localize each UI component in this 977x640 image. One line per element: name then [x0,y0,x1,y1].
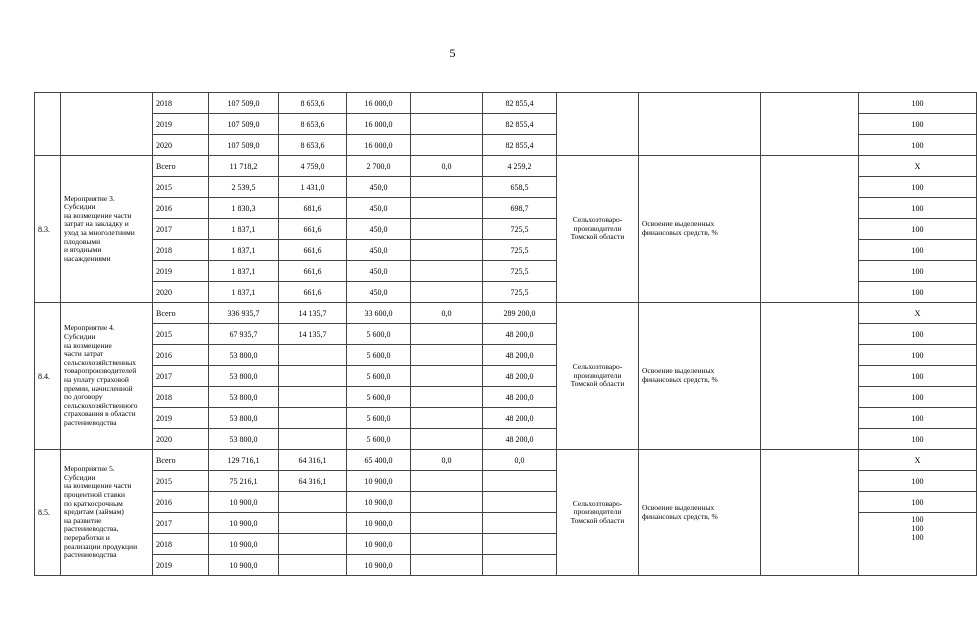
blank-cell [761,450,859,576]
federal-cell [279,387,347,408]
item-name-line: реализации продукции [64,541,138,551]
executor-cell [557,450,639,576]
item-name-line: насаждениями [64,253,111,263]
extra-budget-cell: 658,5 [483,177,557,198]
target-value-cell: X [859,156,977,177]
federal-cell: 661,6 [279,240,347,261]
local-cell [411,114,483,135]
extra-budget-cell: 0,0 [483,450,557,471]
federal-cell [279,366,347,387]
year-cell: 2017 [153,513,209,534]
total-cell: 107 509,0 [209,135,279,156]
item-name-line: на уплату страховой [64,375,129,384]
federal-cell: 661,6 [279,219,347,240]
regional-cell: 2 700,0 [347,156,411,177]
blank-cell [761,303,859,450]
extra-budget-cell: 48 200,0 [483,366,557,387]
blank-cell [761,156,859,303]
target-value-cell: 100 [859,177,977,198]
item-name-line: премии, начисленной [64,383,133,393]
item-name-line: сельскохозяйственных [64,357,136,367]
item-name-line: на возмещение [64,340,112,350]
target-value-cell: 100 [859,324,977,345]
federal-cell [279,492,347,513]
item-name-line: растениеводства [64,417,117,427]
target-value-cell: 100 100 100 [859,513,977,576]
year-cell: 2016 [153,198,209,219]
local-cell [411,135,483,156]
item-number-cell: 8.3. [35,156,61,303]
executor-cell [557,93,639,156]
total-cell: 53 800,0 [209,429,279,450]
item-name-line: по краткосрочным [64,498,123,508]
executor-line: Томской области [570,232,625,242]
extra-budget-cell: 725,5 [483,219,557,240]
target-value-cell: 100 [859,114,977,135]
executor-cell [557,303,639,450]
federal-cell: 64 316,1 [279,471,347,492]
extra-budget-cell: 82 855,4 [483,135,557,156]
year-cell: 2020 [153,429,209,450]
federal-cell: 14 135,7 [279,303,347,324]
regional-cell: 450,0 [347,261,411,282]
year-cell: 2015 [153,324,209,345]
federal-cell: 681,6 [279,198,347,219]
extra-budget-cell: 48 200,0 [483,324,557,345]
year-cell: Всего [153,450,209,471]
target-value-cell: 100 [859,387,977,408]
regional-cell: 5 600,0 [347,324,411,345]
extra-budget-cell: 725,5 [483,240,557,261]
total-cell: 129 716,1 [209,450,279,471]
regional-cell: 5 600,0 [347,429,411,450]
local-cell [411,471,483,492]
target-value-cell: 100 [859,408,977,429]
item-name-line: Субсидии [64,202,96,212]
target-value-cell: 100 [859,345,977,366]
local-cell: 0,0 [411,156,483,177]
local-cell [411,177,483,198]
item-name-line: растениеводства [64,550,117,560]
federal-cell [279,429,347,450]
target-value-cell: 100 [859,261,977,282]
local-cell [411,261,483,282]
regional-cell: 5 600,0 [347,366,411,387]
item-name-line: товаропроизводителей [64,366,137,376]
regional-cell: 10 900,0 [347,492,411,513]
executor-line: производители [573,370,622,380]
local-cell: 0,0 [411,303,483,324]
target-value-cell: 100 [859,366,977,387]
year-cell: 2019 [153,408,209,429]
item-name-cell [61,156,153,303]
total-cell: 10 900,0 [209,555,279,576]
target-value-cell: 100 [859,492,977,513]
federal-cell: 1 431,0 [279,177,347,198]
year-cell: 2016 [153,345,209,366]
total-cell: 2 539,5 [209,177,279,198]
indicator-cell [639,93,761,156]
item-name-line: части затрат [64,349,104,359]
local-cell [411,555,483,576]
extra-budget-cell [483,534,557,555]
total-cell: 1 830,3 [209,198,279,219]
item-name-line: Субсидии [64,332,96,342]
item-name-line: затрат на закладку и [64,219,129,229]
total-cell: 53 800,0 [209,345,279,366]
local-cell [411,429,483,450]
year-cell: 2020 [153,135,209,156]
regional-cell: 65 400,0 [347,450,411,471]
federal-cell [279,408,347,429]
regional-cell: 5 600,0 [347,408,411,429]
local-cell [411,534,483,555]
total-cell: 67 935,7 [209,324,279,345]
regional-cell: 450,0 [347,198,411,219]
federal-cell: 64 316,1 [279,450,347,471]
item-name-line: Субсидии [64,472,96,482]
item-name-line: на возмещение части [64,210,132,220]
federal-cell [279,345,347,366]
item-name-line: растениеводства, [64,524,119,534]
blank-cell [761,93,859,156]
item-name-cell [61,93,153,156]
regional-cell: 5 600,0 [347,387,411,408]
extra-budget-cell: 82 855,4 [483,114,557,135]
table-row [35,450,977,471]
local-cell [411,387,483,408]
local-cell: 0,0 [411,450,483,471]
federal-cell: 14 135,7 [279,324,347,345]
executor-line: Сельхозтоваро- [572,498,623,508]
year-cell: 2018 [153,534,209,555]
extra-budget-cell: 698,7 [483,198,557,219]
extra-budget-cell [483,555,557,576]
total-cell: 10 900,0 [209,513,279,534]
federal-cell: 8 653,6 [279,135,347,156]
target-value-cell: 100 [859,429,977,450]
federal-cell [279,513,347,534]
item-name-line: Мероприятие 3. [64,193,115,203]
target-value-cell: 100 [859,135,977,156]
extra-budget-cell: 289 200,0 [483,303,557,324]
table-row [35,156,977,177]
regional-cell: 16 000,0 [347,93,411,114]
item-name-line: страхования в области [64,409,136,419]
regional-cell: 10 900,0 [347,555,411,576]
local-cell [411,240,483,261]
target-value-cell: X [859,450,977,471]
budget-table [34,92,977,576]
item-name-line: и ягодными [64,245,102,255]
extra-budget-cell [483,513,557,534]
item-name-line: на возмещение части [64,481,132,491]
year-cell: 2019 [153,114,209,135]
local-cell [411,93,483,114]
extra-budget-cell: 48 200,0 [483,429,557,450]
indicator-line: Освоение выделенных [642,366,715,376]
total-cell: 10 900,0 [209,492,279,513]
indicator-cell [639,303,761,450]
total-cell: 1 837,1 [209,219,279,240]
indicator-line: Освоение выделенных [642,502,715,512]
item-name-line: плодовыми [64,236,101,246]
total-cell: 1 837,1 [209,240,279,261]
extra-budget-cell: 725,5 [483,261,557,282]
federal-cell [279,534,347,555]
year-cell: 2015 [153,471,209,492]
total-cell: 53 800,0 [209,387,279,408]
target-value-cell: 100 [859,198,977,219]
year-cell: Всего [153,303,209,324]
local-cell [411,366,483,387]
executor-line: производители [573,223,622,233]
regional-cell: 10 900,0 [347,534,411,555]
item-name-line: уход за многолетними [64,228,135,237]
year-cell: 2016 [153,492,209,513]
item-name-cell [61,303,153,450]
year-cell: 2018 [153,93,209,114]
year-cell: 2020 [153,282,209,303]
item-name-line: на развитие [64,515,102,525]
regional-cell: 450,0 [347,282,411,303]
item-name-line: процентной ставки [64,490,126,500]
local-cell [411,198,483,219]
regional-cell: 33 600,0 [347,303,411,324]
total-cell: 1 837,1 [209,261,279,282]
year-cell: 2018 [153,387,209,408]
item-number-cell: 8.5. [35,450,61,576]
total-cell: 53 800,0 [209,366,279,387]
local-cell [411,513,483,534]
local-cell [411,219,483,240]
item-number-cell: 8.4. [35,303,61,450]
indicator-cell [639,450,761,576]
item-name-cell [61,450,153,576]
year-cell: 2018 [153,240,209,261]
total-cell: 1 837,1 [209,282,279,303]
item-name-line: Мероприятие 4. [64,323,115,333]
total-cell: 11 718,2 [209,156,279,177]
item-number-cell [35,93,61,156]
indicator-cell [639,156,761,303]
item-name-line: сельскохозяйственного [64,400,138,410]
federal-cell: 661,6 [279,282,347,303]
year-cell: 2019 [153,261,209,282]
item-name-line: переработки и [64,532,110,542]
total-cell: 53 800,0 [209,408,279,429]
target-value-cell: 100 [859,219,977,240]
federal-cell: 661,6 [279,261,347,282]
extra-budget-cell [483,471,557,492]
regional-cell: 16 000,0 [347,114,411,135]
page-number: 5 [449,46,456,60]
regional-cell: 450,0 [347,177,411,198]
target-value-cell: 100 [859,282,977,303]
target-value-cell: 100 [859,240,977,261]
local-cell [411,282,483,303]
target-value-cell: 100 [859,93,977,114]
regional-cell: 5 600,0 [347,345,411,366]
table-row [35,93,977,114]
extra-budget-cell: 48 200,0 [483,345,557,366]
extra-budget-cell: 82 855,4 [483,93,557,114]
total-cell: 107 509,0 [209,93,279,114]
extra-budget-cell: 48 200,0 [483,387,557,408]
executor-line: Томской области [570,515,625,525]
regional-cell: 10 900,0 [347,471,411,492]
target-value-cell: 100 [859,471,977,492]
local-cell [411,408,483,429]
federal-cell: 8 653,6 [279,114,347,135]
federal-cell: 8 653,6 [279,93,347,114]
table-row [35,303,977,324]
executor-line: Сельхозтоваро- [572,215,623,225]
extra-budget-cell: 48 200,0 [483,408,557,429]
regional-cell: 10 900,0 [347,513,411,534]
item-name-line: кредитам (займам) [64,507,124,517]
total-cell: 107 509,0 [209,114,279,135]
total-cell: 336 935,7 [209,303,279,324]
indicator-line: финансовых средств, % [642,228,718,237]
local-cell [411,345,483,366]
executor-line: Сельхозтоваро- [572,362,623,372]
year-cell: 2017 [153,219,209,240]
federal-cell: 4 759,0 [279,156,347,177]
executor-line: производители [573,507,622,517]
item-name-line: по договору [64,392,103,402]
extra-budget-cell [483,492,557,513]
regional-cell: 450,0 [347,219,411,240]
federal-cell [279,555,347,576]
regional-cell: 16 000,0 [347,135,411,156]
year-cell: 2019 [153,555,209,576]
executor-cell [557,156,639,303]
indicator-line: Освоение выделенных [642,219,715,229]
year-cell: Всего [153,156,209,177]
extra-budget-cell: 4 259,2 [483,156,557,177]
indicator-line: финансовых средств, % [642,375,718,384]
year-cell: 2017 [153,366,209,387]
local-cell [411,492,483,513]
executor-line: Томской области [570,379,625,389]
extra-budget-cell: 725,5 [483,282,557,303]
total-cell: 10 900,0 [209,534,279,555]
indicator-line: финансовых средств, % [642,511,718,521]
target-value-cell: X [859,303,977,324]
year-cell: 2015 [153,177,209,198]
local-cell [411,324,483,345]
regional-cell: 450,0 [347,240,411,261]
item-name-line: Мероприятие 5. [64,464,115,474]
total-cell: 75 216,1 [209,471,279,492]
